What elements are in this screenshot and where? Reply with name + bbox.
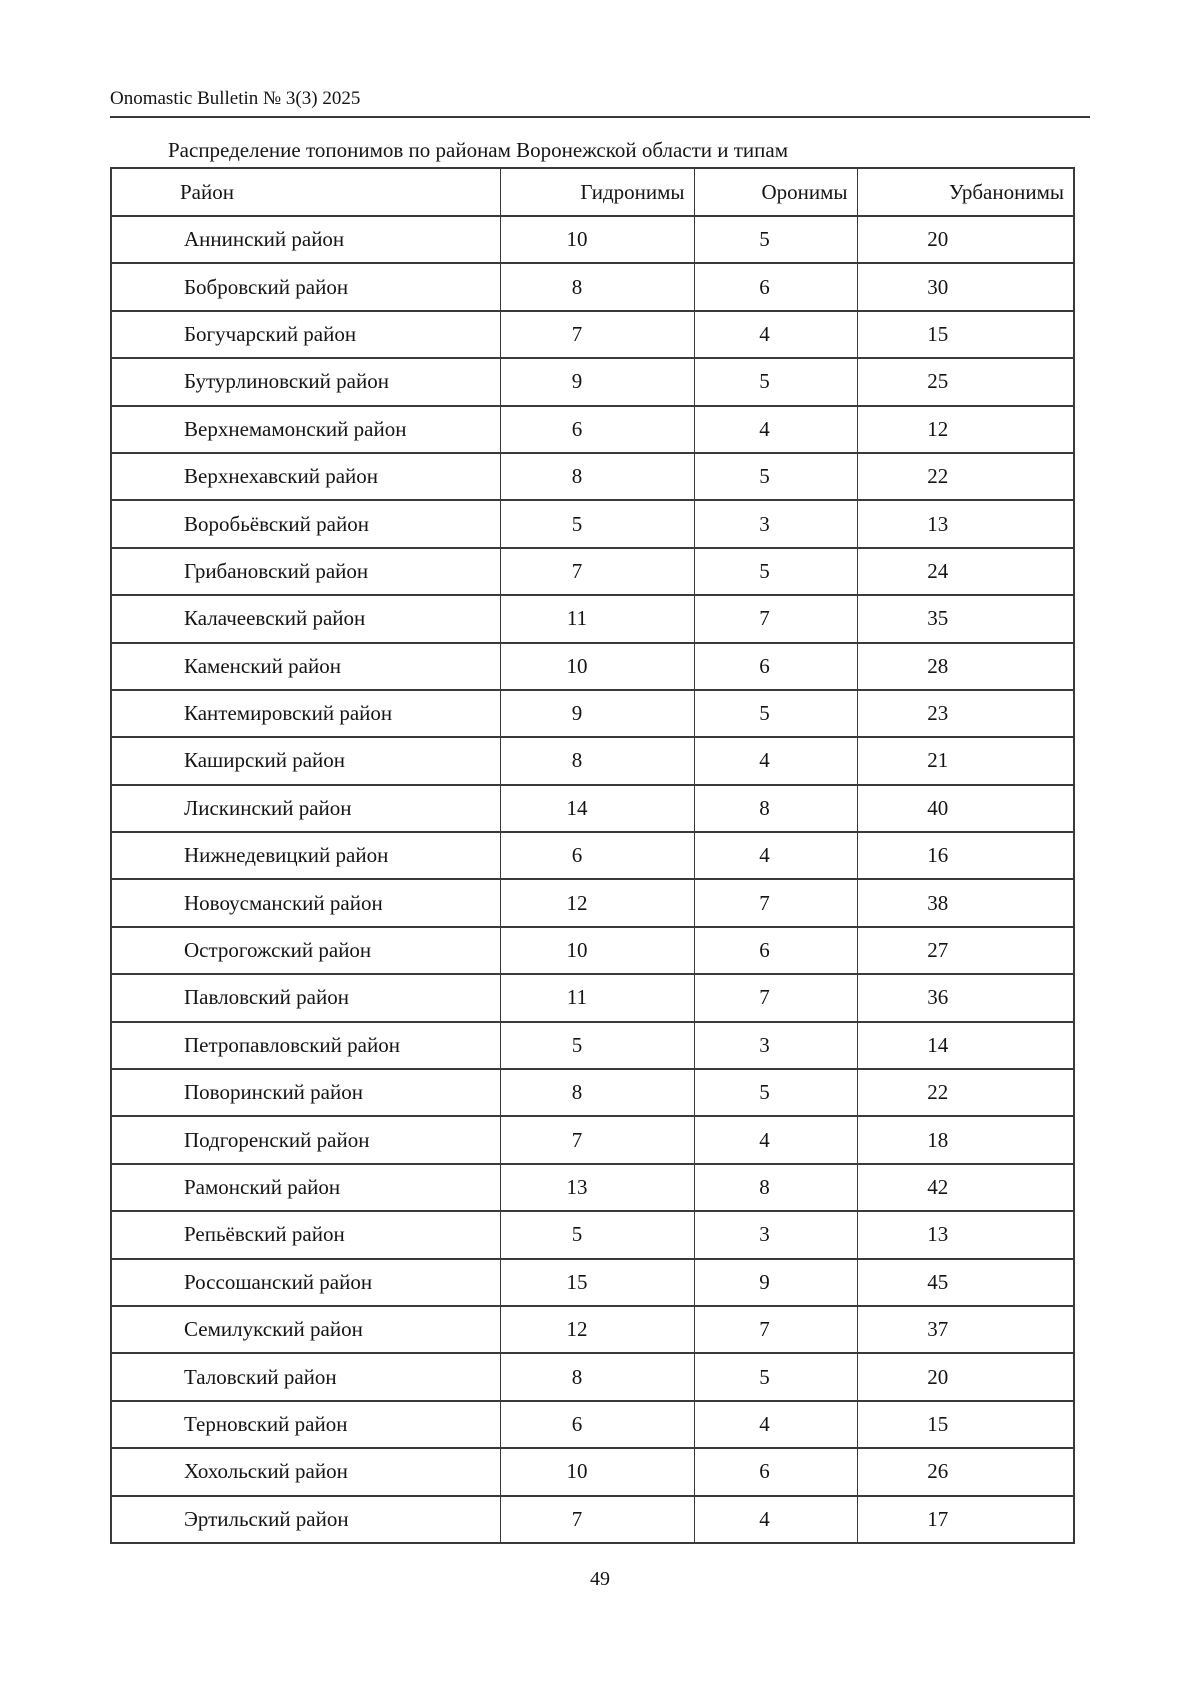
cell-district: Павловский район xyxy=(111,974,500,1021)
table-row xyxy=(111,1353,1074,1400)
table-row xyxy=(111,1069,1074,1116)
cell-value: 6 xyxy=(694,263,857,310)
cell-value: 35 xyxy=(857,595,1074,642)
table-row xyxy=(111,832,1074,879)
table-row xyxy=(111,548,1074,595)
cell-value: 45 xyxy=(857,1259,1074,1306)
cell-district: Богучарский район xyxy=(111,311,500,358)
cell-district: Бобровский район xyxy=(111,263,500,310)
table-row xyxy=(111,406,1074,453)
cell-district: Поворинский район xyxy=(111,1069,500,1116)
col-header-oronyms: Оронимы xyxy=(694,168,857,216)
cell-value: 5 xyxy=(694,690,857,737)
cell-district: Бутурлиновский район xyxy=(111,358,500,405)
cell-value: 11 xyxy=(500,974,694,1021)
cell-value: 5 xyxy=(500,500,694,547)
table-row xyxy=(111,1401,1074,1448)
cell-value: 14 xyxy=(857,1022,1074,1069)
cell-district: Нижнедевицкий район xyxy=(111,832,500,879)
cell-value: 37 xyxy=(857,1306,1074,1353)
cell-value: 10 xyxy=(500,216,694,263)
cell-district: Верхнемамонский район xyxy=(111,406,500,453)
table-row xyxy=(111,690,1074,737)
cell-value: 6 xyxy=(694,1448,857,1495)
table-row xyxy=(111,1211,1074,1258)
cell-value: 8 xyxy=(694,1164,857,1211)
cell-value: 8 xyxy=(500,263,694,310)
cell-value: 20 xyxy=(857,1353,1074,1400)
table-header-row xyxy=(111,168,1074,216)
cell-district: Аннинский район xyxy=(111,216,500,263)
col-header-district: Район xyxy=(111,168,500,216)
cell-value: 5 xyxy=(500,1211,694,1258)
table-row xyxy=(111,1116,1074,1163)
running-header: Onomastic Bulletin № 3(3) 2025 xyxy=(110,88,361,109)
table-row xyxy=(111,1022,1074,1069)
cell-value: 4 xyxy=(694,737,857,784)
toponym-table xyxy=(110,167,1075,1544)
cell-district: Лискинский район xyxy=(111,785,500,832)
cell-value: 4 xyxy=(694,832,857,879)
cell-value: 15 xyxy=(500,1259,694,1306)
cell-value: 12 xyxy=(500,879,694,926)
page-number: 49 xyxy=(590,1568,610,1590)
cell-district: Грибановский район xyxy=(111,548,500,595)
cell-value: 5 xyxy=(694,1353,857,1400)
cell-district: Острогожский район xyxy=(111,927,500,974)
cell-value: 21 xyxy=(857,737,1074,784)
cell-value: 8 xyxy=(500,737,694,784)
cell-value: 36 xyxy=(857,974,1074,1021)
cell-value: 3 xyxy=(694,1211,857,1258)
table-row xyxy=(111,737,1074,784)
table-row xyxy=(111,595,1074,642)
table-row xyxy=(111,1164,1074,1211)
cell-value: 25 xyxy=(857,358,1074,405)
table-row xyxy=(111,500,1074,547)
cell-value: 4 xyxy=(694,1401,857,1448)
cell-value: 7 xyxy=(500,548,694,595)
cell-value: 12 xyxy=(857,406,1074,453)
cell-district: Каширский район xyxy=(111,737,500,784)
cell-district: Россошанский район xyxy=(111,1259,500,1306)
table-row xyxy=(111,927,1074,974)
cell-value: 10 xyxy=(500,1448,694,1495)
cell-value: 20 xyxy=(857,216,1074,263)
col-header-urbanonyms: Урбанонимы xyxy=(857,168,1074,216)
table-row xyxy=(111,1496,1074,1543)
cell-value: 10 xyxy=(500,927,694,974)
table-row xyxy=(111,263,1074,310)
cell-value: 7 xyxy=(694,879,857,926)
cell-value: 8 xyxy=(500,1353,694,1400)
cell-value: 18 xyxy=(857,1116,1074,1163)
cell-value: 10 xyxy=(500,643,694,690)
cell-value: 28 xyxy=(857,643,1074,690)
cell-district: Верхнехавский район xyxy=(111,453,500,500)
table-row xyxy=(111,974,1074,1021)
cell-value: 42 xyxy=(857,1164,1074,1211)
table-row xyxy=(111,879,1074,926)
cell-value: 3 xyxy=(694,500,857,547)
cell-district: Петропавловский район xyxy=(111,1022,500,1069)
cell-value: 7 xyxy=(500,1116,694,1163)
cell-value: 15 xyxy=(857,311,1074,358)
cell-value: 4 xyxy=(694,1116,857,1163)
cell-value: 22 xyxy=(857,1069,1074,1116)
table-row xyxy=(111,1448,1074,1495)
cell-value: 9 xyxy=(500,358,694,405)
cell-district: Терновский район xyxy=(111,1401,500,1448)
cell-value: 7 xyxy=(694,1306,857,1353)
table-title: Распределение топонимов по районам Воронежской области и типам xyxy=(168,138,789,162)
cell-value: 9 xyxy=(694,1259,857,1306)
table-row xyxy=(111,358,1074,405)
cell-value: 8 xyxy=(500,1069,694,1116)
col-header-hydronyms: Гидронимы xyxy=(500,168,694,216)
table-row xyxy=(111,1306,1074,1353)
cell-value: 26 xyxy=(857,1448,1074,1495)
cell-district: Таловский район xyxy=(111,1353,500,1400)
cell-value: 5 xyxy=(694,1069,857,1116)
cell-value: 4 xyxy=(694,1496,857,1543)
cell-value: 6 xyxy=(694,643,857,690)
cell-value: 30 xyxy=(857,263,1074,310)
table-body xyxy=(111,216,1074,1543)
cell-value: 23 xyxy=(857,690,1074,737)
cell-value: 13 xyxy=(857,500,1074,547)
cell-value: 40 xyxy=(857,785,1074,832)
cell-value: 5 xyxy=(500,1022,694,1069)
cell-district: Каменский район xyxy=(111,643,500,690)
cell-value: 17 xyxy=(857,1496,1074,1543)
table-row xyxy=(111,1259,1074,1306)
cell-value: 7 xyxy=(694,974,857,1021)
cell-value: 4 xyxy=(694,406,857,453)
cell-district: Хохольский район xyxy=(111,1448,500,1495)
cell-value: 27 xyxy=(857,927,1074,974)
cell-value: 38 xyxy=(857,879,1074,926)
cell-value: 8 xyxy=(500,453,694,500)
header-rule xyxy=(110,116,1090,118)
cell-value: 7 xyxy=(500,311,694,358)
table-row xyxy=(111,311,1074,358)
cell-district: Новоусманский район xyxy=(111,879,500,926)
cell-value: 13 xyxy=(857,1211,1074,1258)
cell-value: 4 xyxy=(694,311,857,358)
cell-district: Рамонский район xyxy=(111,1164,500,1211)
cell-value: 24 xyxy=(857,548,1074,595)
table-row xyxy=(111,643,1074,690)
table-row xyxy=(111,453,1074,500)
cell-value: 11 xyxy=(500,595,694,642)
cell-district: Эртильский район xyxy=(111,1496,500,1543)
cell-value: 5 xyxy=(694,548,857,595)
cell-value: 13 xyxy=(500,1164,694,1211)
cell-value: 8 xyxy=(694,785,857,832)
cell-value: 5 xyxy=(694,358,857,405)
cell-value: 5 xyxy=(694,216,857,263)
cell-district: Семилукский район xyxy=(111,1306,500,1353)
cell-district: Кантемировский район xyxy=(111,690,500,737)
cell-district: Калачеевский район xyxy=(111,595,500,642)
table-row xyxy=(111,785,1074,832)
cell-value: 12 xyxy=(500,1306,694,1353)
cell-value: 6 xyxy=(694,927,857,974)
cell-value: 6 xyxy=(500,1401,694,1448)
cell-value: 22 xyxy=(857,453,1074,500)
cell-value: 6 xyxy=(500,406,694,453)
cell-value: 14 xyxy=(500,785,694,832)
cell-value: 7 xyxy=(694,595,857,642)
cell-district: Репьёвский район xyxy=(111,1211,500,1258)
table-row xyxy=(111,216,1074,263)
cell-district: Подгоренский район xyxy=(111,1116,500,1163)
cell-value: 6 xyxy=(500,832,694,879)
cell-value: 16 xyxy=(857,832,1074,879)
cell-value: 15 xyxy=(857,1401,1074,1448)
cell-value: 3 xyxy=(694,1022,857,1069)
cell-district: Воробьёвский район xyxy=(111,500,500,547)
cell-value: 9 xyxy=(500,690,694,737)
cell-value: 5 xyxy=(694,453,857,500)
cell-value: 7 xyxy=(500,1496,694,1543)
